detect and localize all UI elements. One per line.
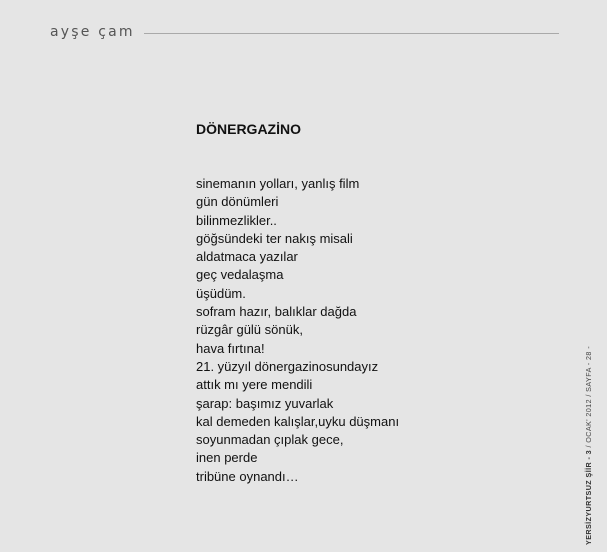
- page-footer-vertical: [584, 346, 593, 545]
- author-name: ayşe çam: [50, 24, 135, 40]
- poem-line: göğsündeki ter nakış misali: [196, 230, 353, 246]
- poem-line: kal demeden kalışlar,uyku düşmanı: [196, 413, 400, 429]
- poem-title: DÖNERGAZİNO: [196, 121, 301, 137]
- issue-date-page: / OCAK' 2012 / SAYFA - 28 -: [584, 346, 593, 450]
- header-rule: [144, 33, 559, 34]
- poem-line: 21. yüzyıl dönergazinosundayız: [196, 358, 379, 374]
- poem-line: attık mı yere mendili: [196, 377, 313, 393]
- poem-line: şarap: başımız yuvarlak: [196, 395, 334, 411]
- poem-line: sinemanın yolları, yanlış film: [196, 176, 360, 191]
- poem-line: inen perde: [196, 450, 258, 466]
- poem-line: rüzgâr gülü sönük,: [196, 322, 303, 338]
- magazine-name: YERSİZYURTSUZ ŞİİR - 3: [584, 449, 593, 545]
- poem-line: gün dönümleri: [196, 194, 279, 210]
- page-header: [0, 18, 607, 46]
- poem-line: geç vedalaşma: [196, 267, 284, 283]
- poem-line: hava fırtına!: [196, 340, 265, 356]
- poem-body: [196, 175, 526, 486]
- poem-line: sofram hazır, balıklar dağda: [196, 304, 357, 320]
- poem-line: bilinmezlikler..: [196, 212, 277, 228]
- poem-line: tribüne oynandı…: [196, 468, 299, 484]
- poem-line: soyunmadan çıplak gece,: [196, 432, 344, 448]
- poem-line: üşüdüm.: [196, 285, 246, 301]
- poem-line: aldatmaca yazılar: [196, 249, 298, 265]
